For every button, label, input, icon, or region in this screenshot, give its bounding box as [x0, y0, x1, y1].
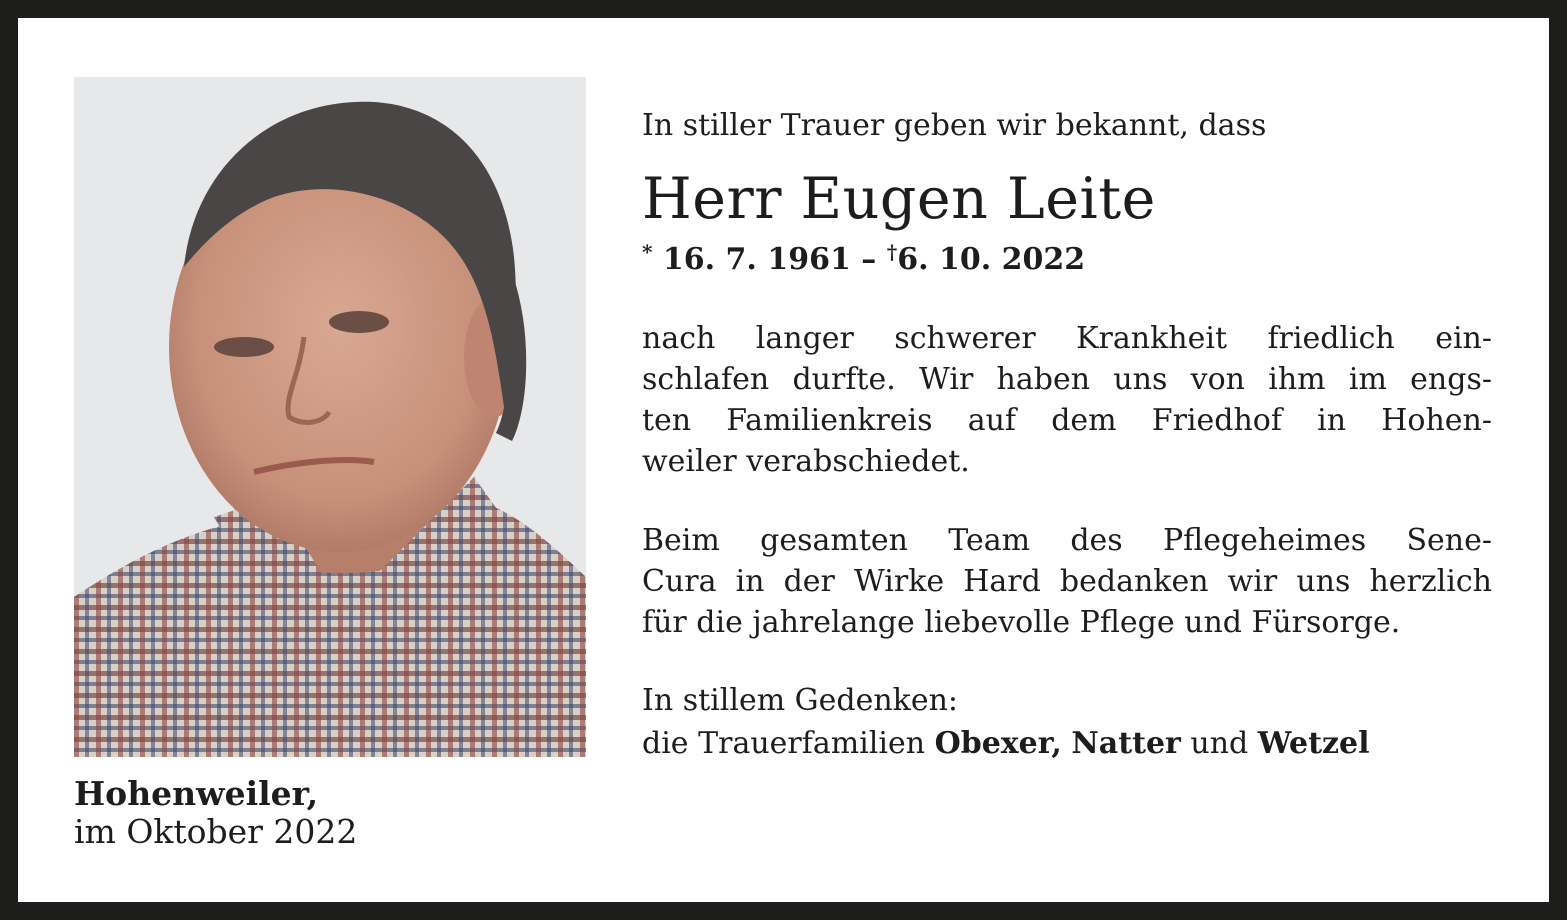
date-separator: –	[861, 242, 877, 277]
portrait-photo	[74, 77, 586, 757]
paragraph-2	[642, 520, 1492, 643]
deceased-name: Herr Eugen Leite	[642, 166, 1156, 232]
place-date: im Oktober 2022	[74, 812, 358, 851]
paragraph-2-line: Beim gesamten Team des Pflegeheimes Sene-	[642, 523, 1492, 558]
signoff-prefix: die Trauerfamilien	[642, 726, 935, 761]
family-name-3: Wetzel	[1257, 726, 1370, 761]
paragraph-2-line: Cura in der Wirke Hard bedanken wir uns herzlich	[642, 564, 1492, 599]
signoff-line-2	[642, 722, 1492, 765]
family-name-1: Obexer,	[934, 726, 1062, 761]
paragraph-1	[642, 318, 1492, 482]
paragraph-2-line: für die jahrelange liebevolle Pflege und Fürsorge.	[642, 605, 1401, 640]
death-symbol: †	[886, 240, 898, 264]
death-date: 6. 10. 2022	[897, 242, 1086, 277]
paragraph-1-line: nach langer schwerer Krankheit friedlich ein-	[642, 321, 1492, 356]
place-town: Hohenweiler,	[74, 774, 319, 813]
place-and-date	[74, 775, 357, 851]
family-name-2: Natter	[1071, 726, 1181, 761]
signoff-conjunction: und	[1190, 726, 1249, 761]
signoff-line-1: In stillem Gedenken:	[642, 683, 959, 718]
life-dates	[642, 232, 1492, 280]
signoff	[642, 679, 1492, 765]
birth-symbol: *	[642, 240, 653, 264]
paragraph-1-line: schlafen durfte. Wir haben uns von ihm im engs-	[642, 362, 1492, 397]
intro-line: In stiller Trauer geben wir bekannt, dass	[642, 108, 1267, 143]
obituary-text	[642, 106, 1492, 765]
paragraph-1-line: ten Familienkreis auf dem Friedhof in Hohen-	[642, 403, 1492, 438]
birth-date: 16. 7. 1961	[662, 242, 851, 277]
paragraph-1-line: weiler verabschiedet.	[642, 444, 970, 479]
